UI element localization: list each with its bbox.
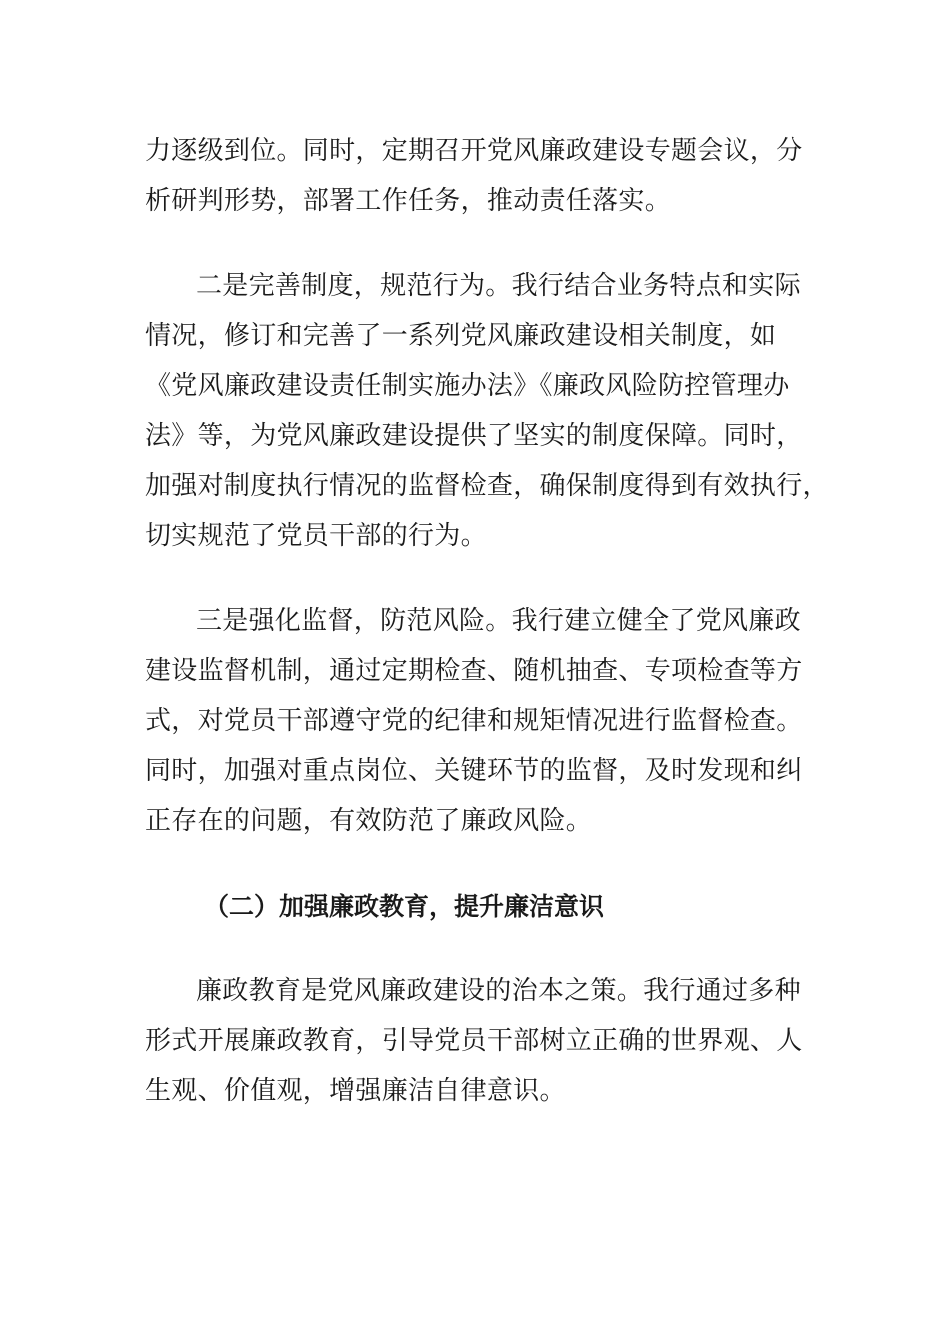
paragraph-3-line-2: 建设监督机制，通过定期检查、随机抽查、专项检查等方 <box>145 656 803 686</box>
paragraph-3-line-5: 正存在的问题，有效防范了廉政风险。 <box>145 806 593 836</box>
paragraph-4-line-3: 生观、价值观，增强廉洁自律意识。 <box>145 1076 566 1106</box>
section-heading: （二）加强廉政教育，提升廉洁意识 <box>204 892 605 921</box>
paragraph-2-line-2: 情况，修订和完善了一系列党风廉政建设相关制度，如 <box>145 321 777 351</box>
paragraph-3-line-1: 三是强化监督，防范风险。我行建立健全了党风廉政 <box>196 606 801 636</box>
paragraph-1-line-1: 力逐级到位。同时，定期召开党风廉政建设专题会议，分 <box>145 136 803 166</box>
paragraph-1-line-2: 析研判形势，部署工作任务，推动责任落实。 <box>145 186 672 216</box>
paragraph-2-line-1: 二是完善制度，规范行为。我行结合业务特点和实际 <box>196 271 801 301</box>
paragraph-2-line-3: 《党风廉政建设责任制实施办法》《廉政风险防控管理办 <box>145 371 790 401</box>
paragraph-2-line-4: 法》等，为党风廉政建设提供了坚实的制度保障。同时， <box>145 421 803 451</box>
paragraph-4-line-1: 廉政教育是党风廉政建设的治本之策。我行通过多种 <box>196 976 801 1006</box>
paragraph-3-line-4: 同时，加强对重点岗位、关键环节的监督，及时发现和纠 <box>145 756 803 786</box>
paragraph-4-line-2: 形式开展廉政教育，引导党员干部树立正确的世界观、人 <box>145 1026 803 1056</box>
paragraph-2-line-6: 切实规范了党员干部的行为。 <box>145 521 487 551</box>
paragraph-3-line-3: 式，对党员干部遵守党的纪律和规矩情况进行监督检查。 <box>145 706 803 736</box>
paragraph-2-line-5: 加强对制度执行情况的监督检查，确保制度得到有效执行， <box>145 471 829 501</box>
